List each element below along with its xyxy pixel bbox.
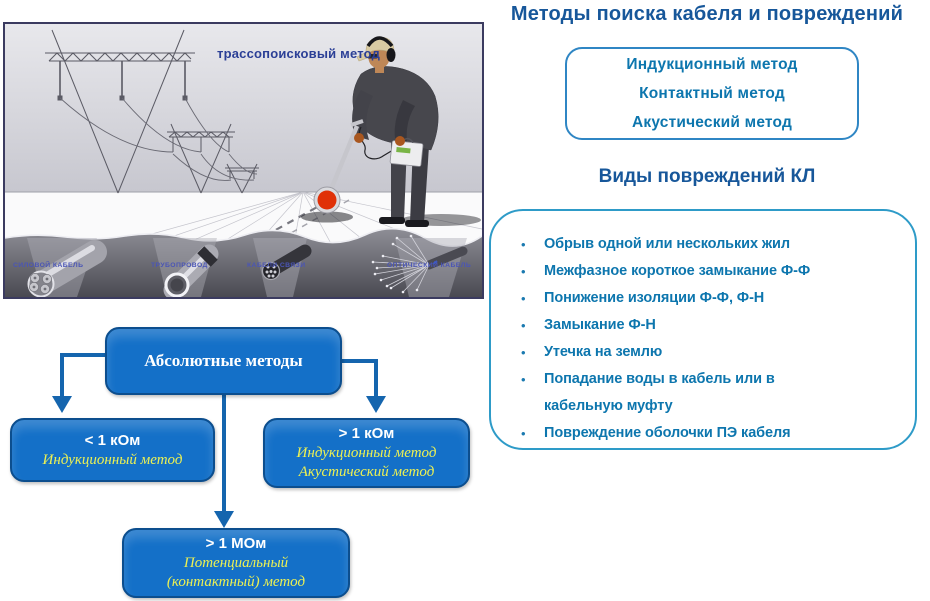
method-label: Потенциальный — [183, 555, 289, 571]
flow-node-label: Абсолютные методы — [144, 351, 303, 370]
method-item-induction: Индукционный метод — [626, 56, 798, 73]
damage-list-item: • Утечка на землю — [521, 339, 895, 366]
search-methods-panel — [565, 47, 859, 140]
flow-node-over-1mohm — [122, 528, 350, 598]
connector-right — [342, 361, 376, 399]
bullet-icon: • — [521, 318, 526, 333]
arrowhead-icon — [214, 511, 234, 528]
bullet-icon: • — [521, 426, 526, 441]
method-label: Индукционный метод — [296, 445, 437, 461]
bullet-icon: • — [521, 264, 526, 279]
damage-list-item: • Межфазное короткое замыкание Ф-Ф — [521, 258, 895, 285]
locator-sensor-head — [318, 191, 337, 210]
method-item-contact: Контактный метод — [639, 85, 785, 102]
connector-left — [62, 355, 105, 399]
resistance-value: > 1 МОм — [205, 535, 267, 552]
damage-list — [521, 231, 895, 447]
flow-node-over-1kohm — [263, 418, 470, 488]
bullet-icon: • — [521, 237, 526, 252]
label-comm-cables: КАБЕЛИ СВЯЗИ — [247, 262, 306, 269]
bullet-icon: • — [521, 291, 526, 306]
resistance-value: > 1 кОм — [338, 425, 395, 442]
damage-types-panel — [489, 209, 917, 450]
damage-list-item: • Замыкание Ф-Н — [521, 312, 895, 339]
illustration-panel — [3, 22, 484, 299]
method-label: Индукционный метод — [42, 451, 183, 468]
flow-node-absolute-methods — [105, 327, 342, 395]
resistance-value: < 1 кОм — [84, 431, 141, 449]
bullet-icon: • — [521, 372, 526, 387]
method-label: (контактный) метод — [166, 574, 306, 590]
arrowhead-icon — [52, 396, 72, 413]
flow-node-under-1kohm — [10, 418, 215, 482]
damage-list-item: • Обрыв одной или нескольких жил — [521, 231, 895, 258]
label-pipeline: ТРУБОПРОВОД — [151, 262, 208, 269]
damage-list-item: • Попадание воды в кабель или в кабельную муфту — [521, 366, 895, 420]
scene-caption: трассопоисковый метод — [217, 46, 381, 61]
method-item-acoustic: Акустический метод — [631, 114, 793, 131]
label-power-cable: СИЛОВОЙ КАБЕЛЬ — [13, 262, 84, 269]
method-label: Акустический метод — [298, 464, 435, 480]
page-title: Методы поиска кабеля и повреждений — [510, 3, 904, 25]
scene-svg — [5, 24, 482, 297]
bullet-icon: • — [521, 345, 526, 360]
damage-list-item: • Понижение изоляции Ф-Ф, Ф-Н — [521, 285, 895, 312]
damage-section-heading: Виды повреждений КЛ — [598, 166, 816, 187]
arrowhead-icon — [366, 396, 386, 413]
label-optical-cable: ОПТИЧЕСКИЙ КАБЕЛЬ — [387, 262, 472, 269]
damage-list-item: • Повреждение оболочки ПЭ кабеля — [521, 420, 895, 447]
